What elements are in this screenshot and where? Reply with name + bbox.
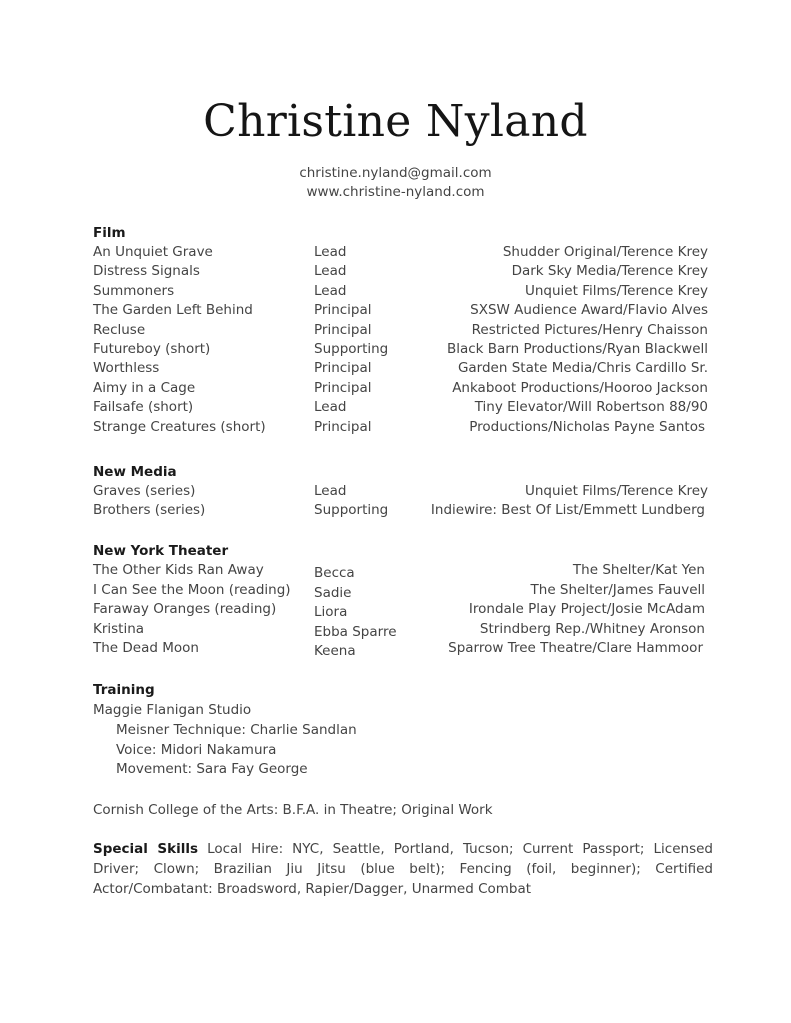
credit-company: Shudder Original/Terence Krey bbox=[502, 244, 708, 260]
credit-role: Principal bbox=[314, 321, 372, 338]
credit-role: Keena bbox=[314, 643, 356, 660]
website-link[interactable]: www.christine-nyland.com bbox=[306, 184, 485, 200]
credit-company: The Shelter/James Fauvell bbox=[530, 581, 705, 598]
credit-company: Indiewire: Best Of List/Emmett Lundberg bbox=[430, 502, 705, 519]
credit-title: I Can See the Moon (reading) bbox=[93, 581, 291, 598]
skills-label: Special Skills bbox=[93, 841, 198, 857]
credit-company: Black Barn Productions/Ryan Blackwell bbox=[446, 341, 708, 357]
credit-company: Unquiet Films/Terence Krey bbox=[524, 282, 708, 299]
credit-row bbox=[0, 263, 791, 282]
credit-role: Supporting bbox=[314, 502, 389, 519]
credit-company: Sparrow Tree Theatre/Clare Hammoor bbox=[448, 640, 703, 657]
credit-title: The Garden Left Behind bbox=[93, 302, 253, 319]
credit-role: Lead bbox=[314, 483, 347, 499]
credit-title: The Other Kids Ran Away bbox=[93, 562, 264, 578]
credit-row bbox=[0, 322, 791, 341]
credit-row bbox=[0, 360, 791, 379]
credit-company: Restricted Pictures/Henry Chaisson bbox=[471, 321, 708, 338]
credit-title: Brothers (series) bbox=[93, 502, 206, 519]
special-skills bbox=[93, 840, 713, 899]
credit-role: Supporting bbox=[314, 341, 389, 357]
credit-title: Aimy in a Cage bbox=[93, 379, 196, 396]
credit-title: Distress Signals bbox=[93, 263, 200, 280]
training-item: Movement: Sara Fay George bbox=[116, 761, 308, 777]
credit-company: Irondale Play Project/Josie McAdam bbox=[468, 601, 705, 618]
credit-title: Faraway Oranges (reading) bbox=[93, 601, 277, 618]
credit-row bbox=[0, 244, 791, 263]
credit-row bbox=[0, 562, 791, 581]
credit-role: Lead bbox=[314, 244, 347, 260]
credit-role: Principal bbox=[314, 302, 372, 319]
credit-company: Dark Sky Media/Terence Krey bbox=[511, 263, 708, 280]
skills-text: Local Hire: NYC, Seattle, Portland, Tucson; Current Passport; Licensed Driver; Clown; Brazilian Jiu Jitsu (blue belt); Fencing (foil, beginner); Certified Actor/Combatant: Broadsword, Rapier/Dagger, Unarmed Combat bbox=[93, 841, 713, 897]
training-item: Voice: Midori Nakamura bbox=[116, 741, 277, 758]
credit-title: Summoners bbox=[93, 282, 175, 299]
credit-role: Principal bbox=[314, 379, 372, 396]
credit-role: Sadie bbox=[314, 584, 352, 601]
credit-company: Unquiet Films/Terence Krey bbox=[524, 483, 708, 499]
credit-row bbox=[0, 483, 791, 502]
credit-title: Futureboy (short) bbox=[93, 341, 211, 357]
training-item: Meisner Technique: Charlie Sandlan bbox=[116, 722, 357, 738]
credit-row bbox=[0, 399, 791, 418]
training-college: Cornish College of the Arts: B.F.A. in Theatre; Original Work bbox=[93, 802, 493, 818]
credit-title: The Dead Moon bbox=[93, 640, 199, 657]
credit-row bbox=[0, 582, 791, 601]
credit-company: Productions/Nicholas Payne Santos bbox=[469, 418, 705, 435]
credit-title: An Unquiet Grave bbox=[93, 244, 213, 260]
credit-role: Lead bbox=[314, 282, 347, 299]
credit-row bbox=[0, 621, 791, 640]
credit-row bbox=[0, 419, 791, 438]
credit-row bbox=[0, 502, 791, 521]
credit-company: Garden State Media/Chris Cardillo Sr. bbox=[457, 360, 708, 377]
credit-title: Recluse bbox=[93, 321, 146, 338]
film-heading: Film bbox=[93, 225, 126, 241]
credit-row bbox=[0, 302, 791, 321]
credit-company: Tiny Elevator/Will Robertson 88/90 bbox=[474, 399, 708, 416]
credit-company: The Shelter/Kat Yen bbox=[572, 562, 705, 578]
credit-row bbox=[0, 283, 791, 302]
credit-row bbox=[0, 640, 791, 659]
credit-row bbox=[0, 380, 791, 399]
credit-role: Ebba Sparre bbox=[314, 623, 397, 640]
actor-name: Christine Nyland bbox=[203, 96, 588, 147]
credit-company: SXSW Audience Award/Flavio Alves bbox=[470, 302, 708, 319]
credit-role: Principal bbox=[314, 360, 372, 377]
credit-company: Ankaboot Productions/Hooroo Jackson bbox=[452, 379, 708, 396]
email-link[interactable]: christine.nyland@gmail.com bbox=[299, 165, 492, 181]
credit-title: Worthless bbox=[93, 360, 160, 377]
credit-role: Liora bbox=[314, 604, 348, 621]
new-media-heading: New Media bbox=[93, 464, 177, 480]
credit-role: Lead bbox=[314, 263, 347, 280]
credit-role: Becca bbox=[314, 565, 355, 581]
theater-heading: New York Theater bbox=[93, 543, 229, 559]
credit-row bbox=[0, 341, 791, 360]
training-studio: Maggie Flanigan Studio bbox=[93, 702, 252, 718]
credit-title: Failsafe (short) bbox=[93, 399, 194, 416]
credit-role: Lead bbox=[314, 399, 347, 416]
credit-row bbox=[0, 601, 791, 620]
training-heading: Training bbox=[93, 682, 155, 698]
credit-title: Graves (series) bbox=[93, 483, 196, 499]
credit-role: Principal bbox=[314, 418, 372, 435]
credit-title: Kristina bbox=[93, 620, 145, 637]
credit-title: Strange Creatures (short) bbox=[93, 418, 266, 435]
credit-company: Strindberg Rep./Whitney Aronson bbox=[479, 620, 705, 637]
